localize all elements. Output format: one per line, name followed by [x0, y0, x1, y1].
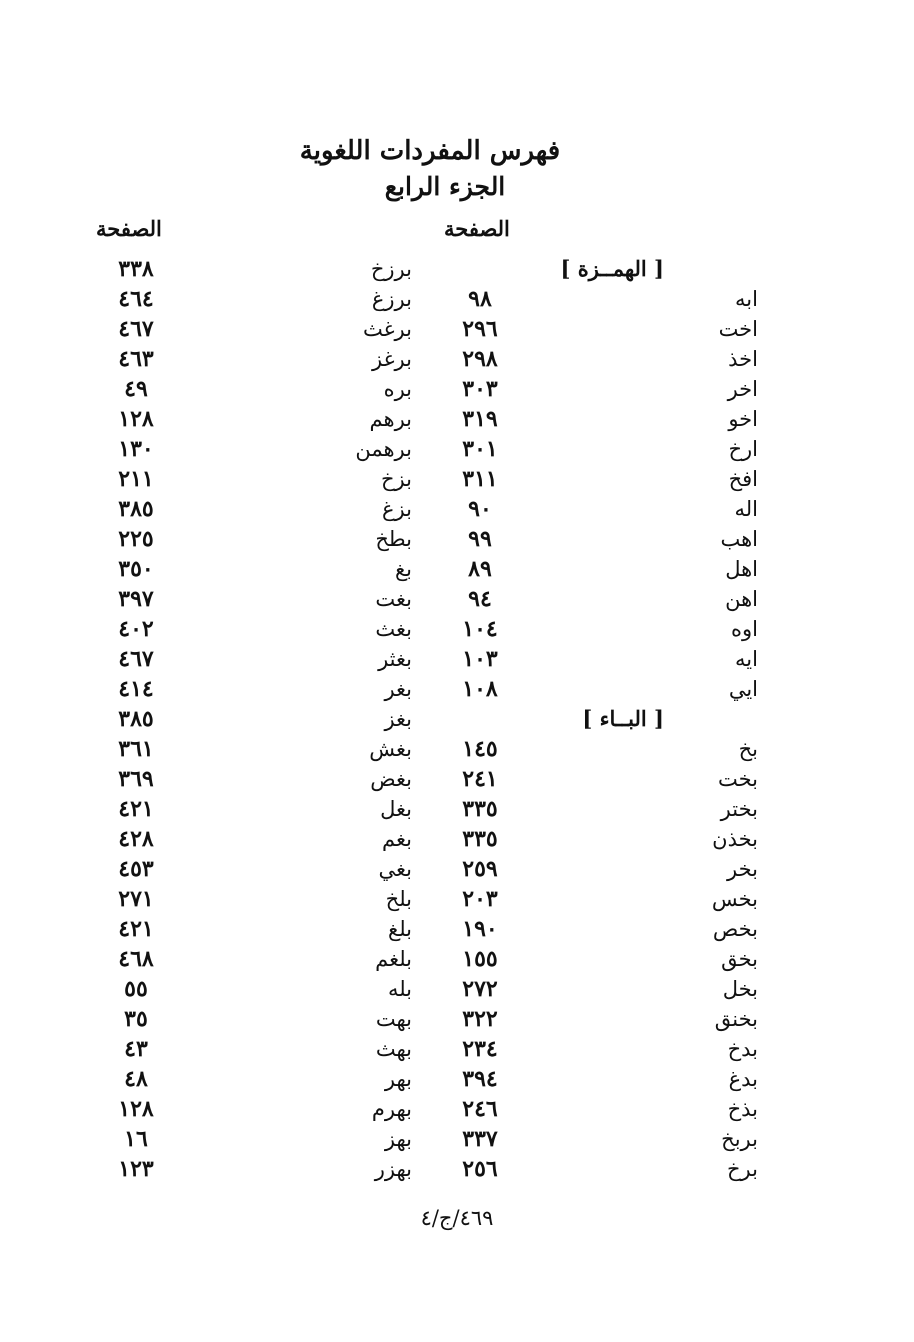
index-entry-page: ٢٤٦	[462, 1096, 498, 1122]
index-entry-page: ٣٩٤	[462, 1066, 498, 1092]
index-entry-word: بهرم	[371, 1097, 412, 1121]
index-entry-word: بذخ	[727, 1097, 758, 1121]
index-entry-word: بهر	[384, 1067, 412, 1091]
index-entry-word: بزخ	[381, 467, 412, 491]
index-entry-page: ٣٣٧	[462, 1126, 498, 1152]
page-title: فهرس المفردات اللغوية	[299, 136, 561, 166]
index-entry-word: برزخ	[370, 257, 412, 281]
left-word-column	[330, 254, 412, 1184]
index-entry-word: برخ	[727, 1157, 758, 1181]
index-entry-word: بدغ	[728, 1067, 758, 1091]
page-footer: ٤٦٩/ج/٤	[420, 1206, 494, 1230]
index-entry-word: بخت	[717, 767, 758, 791]
index-entry-word: بغش	[369, 737, 412, 761]
index-entry-word: بطخ	[375, 527, 412, 551]
index-entry-word: بهث	[375, 1037, 412, 1061]
index-entry-page: ٢١١	[118, 466, 154, 492]
index-entry-word: بخ	[738, 737, 758, 761]
index-entry-page: ٢٧١	[118, 886, 154, 912]
index-entry-page: ٢٣٤	[462, 1036, 498, 1062]
index-entry-page: ٩٠	[468, 496, 492, 522]
index-entry-page	[440, 254, 520, 284]
index-entry-page: ١٠٨	[462, 676, 498, 702]
index-entry-word: ايه	[735, 647, 758, 671]
index-entry-page: ٢٥٦	[462, 1156, 498, 1182]
index-entry-page: ١٢٣	[118, 1156, 154, 1182]
index-entry-word: بلغ	[388, 917, 412, 941]
index-entry-page: ٣٢٢	[462, 1006, 498, 1032]
index-entry-word: بخر	[727, 857, 758, 881]
index-entry-word: بخص	[712, 917, 758, 941]
index-entry-word: بخل	[722, 977, 758, 1001]
index-entry-word: بخس	[711, 887, 758, 911]
index-entry-word: بزغ	[382, 497, 412, 521]
index-entry-word: بهزر	[374, 1157, 412, 1181]
index-entry-page: ٤٦٨	[118, 946, 154, 972]
index-entry-word: بهز	[384, 1127, 412, 1151]
index-entry-word: بربخ	[721, 1127, 758, 1151]
index-entry-page: ٤٨	[124, 1066, 148, 1092]
index-entry-word: بغض	[370, 767, 412, 791]
index-entry-word: بخق	[721, 947, 758, 971]
index-entry-word: برغز	[371, 347, 412, 371]
index-entry-page: ٤٩	[124, 376, 148, 402]
index-entry-page: ٣٥٠	[118, 556, 154, 582]
index-entry-page: ١٠٤	[462, 616, 498, 642]
index-entry-page: ٩٨	[468, 286, 492, 312]
index-entry-page: ١٦	[124, 1126, 148, 1152]
index-entry-word: بخنق	[714, 1007, 758, 1031]
index-entry-page: ٢٩٦	[462, 316, 498, 342]
index-entry-page: ٣٠١	[462, 436, 498, 462]
index-entry-page: ٣٣٨	[118, 256, 154, 282]
index-entry-word: برهم	[369, 407, 412, 431]
index-entry-page: ٣٦١	[118, 736, 154, 762]
right-page-column	[440, 254, 520, 1184]
index-entry-word: بغل	[380, 797, 412, 821]
index-entry-word: بغ	[394, 557, 412, 581]
index-entry-page: ٣٨٥	[118, 706, 154, 732]
page-column-header-left: الصفحة	[96, 216, 162, 241]
index-entry-page: ٨٩	[468, 556, 492, 582]
index-entry-page: ٢٩٨	[462, 346, 498, 372]
index-entry-word: برزغ	[371, 287, 412, 311]
index-entry-word: بخذن	[712, 827, 758, 851]
index-entry-word: بغي	[378, 857, 412, 881]
index-entry-page: ٤٥٣	[118, 856, 154, 882]
index-entry-word: اخو	[728, 407, 758, 431]
index-entry-word: اخذ	[728, 347, 758, 371]
page-column-header-middle: الصفحة	[444, 216, 510, 241]
index-entry-page: ١٥٥	[462, 946, 498, 972]
index-entry-word: برهمن	[355, 437, 412, 461]
index-entry-page: ٣٠٣	[462, 376, 498, 402]
index-entry-page: ٢٥٩	[462, 856, 498, 882]
index-entry-page: ٤٠٢	[118, 616, 154, 642]
index-entry-word: بغث	[375, 617, 412, 641]
index-entry-page: ٣٦٩	[118, 766, 154, 792]
index-entry-word: اهب	[720, 527, 758, 551]
index-entry-word: بغت	[375, 587, 412, 611]
index-entry-word: بره	[383, 377, 412, 401]
index-entry-page: ٤٦٧	[118, 646, 154, 672]
index-entry-page: ٢٠٣	[462, 886, 498, 912]
index-entry-word: ارخ	[728, 437, 758, 461]
index-entry-page: ٣٩٧	[118, 586, 154, 612]
index-entry-word: برغث	[362, 317, 412, 341]
index-entry-word: اخر	[727, 377, 758, 401]
index-entry-page: ٤١٤	[118, 676, 154, 702]
index-entry-word: بهت	[375, 1007, 412, 1031]
index-entry-word: ايي	[728, 677, 758, 701]
index-entry-word: بغم	[382, 827, 412, 851]
index-entry-page: ٤٣	[124, 1036, 148, 1062]
index-entry-word: بدخ	[727, 1037, 758, 1061]
page-subtitle: الجزء الرابع	[384, 172, 506, 201]
index-entry-page: ٣١٩	[462, 406, 498, 432]
index-entry-word: بختر	[720, 797, 758, 821]
index-entry-page: ٤٢١	[118, 796, 154, 822]
index-entry-page: ٩٤	[468, 586, 492, 612]
index-entry-page: ١٤٥	[462, 736, 498, 762]
index-entry-word: بغز	[384, 707, 412, 731]
index-entry-word: اهن	[725, 587, 758, 611]
index-entry-page: ١٣٠	[118, 436, 154, 462]
index-entry-word: ابه	[735, 287, 758, 311]
index-entry-page: ٢٢٥	[118, 526, 154, 552]
index-entry-word: اخت	[718, 317, 758, 341]
index-entry-word: بله	[387, 977, 412, 1001]
index-entry-page: ٣٣٥	[462, 796, 498, 822]
index-entry-page: ١٢٨	[118, 406, 154, 432]
index-entry-word: اله	[734, 497, 758, 521]
index-entry-word: [ البــاء ]	[582, 706, 664, 731]
index-entry-page: ٤٢١	[118, 916, 154, 942]
index-entry-page: ٣٨٥	[118, 496, 154, 522]
index-entry-page: ٢٧٢	[462, 976, 498, 1002]
index-entry-page: ٤٦٧	[118, 316, 154, 342]
index-entry-page: ٤٢٨	[118, 826, 154, 852]
index-entry-word: بغثر	[378, 647, 412, 671]
index-entry-page: ٣٥	[124, 1006, 148, 1032]
index-entry-word: بلغم	[375, 947, 412, 971]
index-entry-page: ٣١١	[462, 466, 498, 492]
index-entry-word: [ الهمــزة ]	[560, 256, 664, 281]
index-entry-page	[440, 704, 520, 734]
index-entry-page: ١٩٠	[462, 916, 498, 942]
index-entry-word: بغر	[384, 677, 412, 701]
index-entry-page: ٤٦٣	[118, 346, 154, 372]
index-entry-word: بلخ	[385, 887, 412, 911]
index-entry-page: ٥٥	[124, 976, 148, 1002]
index-entry-page: ٤٦٤	[118, 286, 154, 312]
index-entry-word: اوه	[731, 617, 758, 641]
right-word-column	[540, 254, 758, 1184]
index-entry-page: ١٠٣	[462, 646, 498, 672]
index-entry-page: ٣٣٥	[462, 826, 498, 852]
index-entry-page: ١٢٨	[118, 1096, 154, 1122]
index-entry-word: افخ	[728, 467, 758, 491]
index-entry-page: ٩٩	[468, 526, 492, 552]
left-page-column	[96, 254, 176, 1184]
index-entry-page: ٢٤١	[462, 766, 498, 792]
index-entry-word: اهل	[725, 557, 758, 581]
